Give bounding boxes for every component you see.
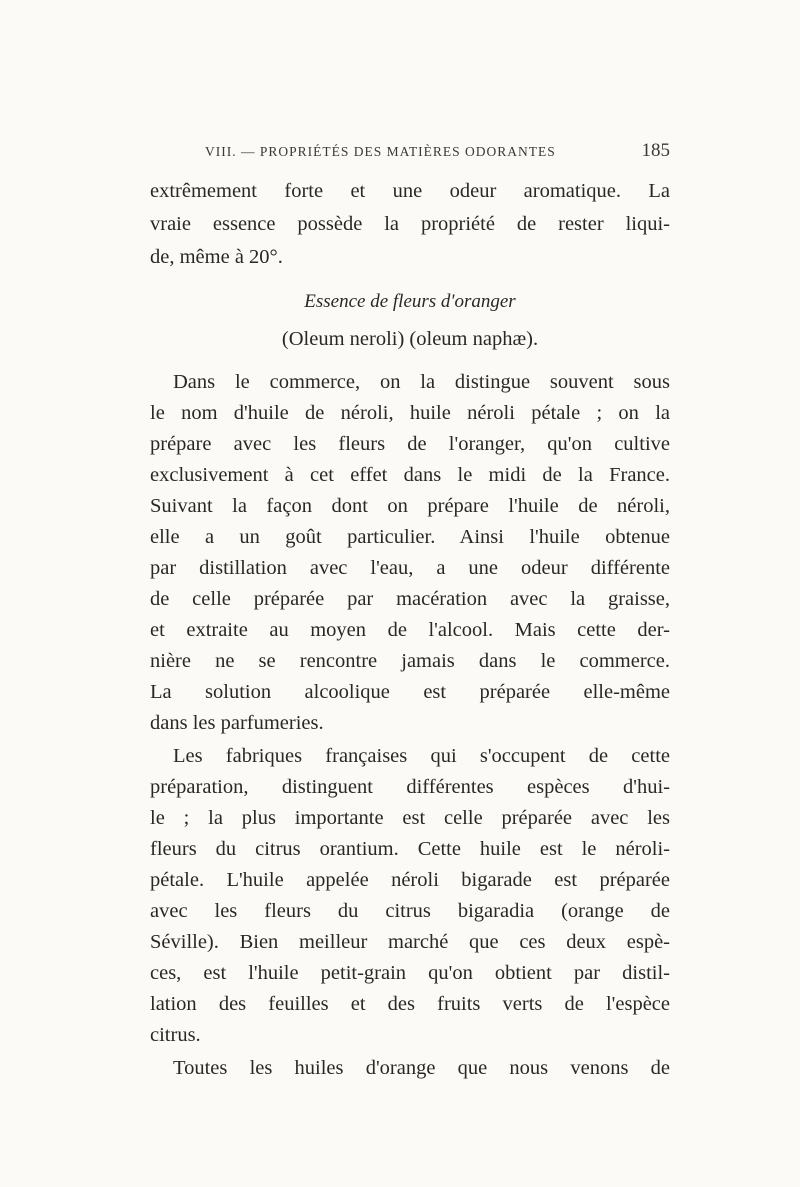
text-line: elle a un goût particulier. Ainsi l'huile obtenue (150, 526, 670, 548)
text-line: pétale. L'huile appelée néroli bigarade est préparée (150, 869, 670, 891)
text-line: avec les fleurs du citrus bigaradia (orange de (150, 900, 670, 922)
text-line: Toutes les huiles d'orange que nous venons de (173, 1057, 670, 1079)
text-line: prépare avec les fleurs de l'oranger, qu'on cultive (150, 433, 670, 455)
running-head-title: VIII. — PROPRIÉTÉS DES MATIÈRES ODORANTES (205, 144, 556, 159)
text-line: Les fabriques françaises qui s'occupent de cette (173, 745, 670, 767)
text-line: dans les parfumeries. (150, 712, 324, 734)
section-title: Essence de fleurs d'oranger (304, 291, 516, 312)
running-head (205, 140, 670, 164)
text-line: ces, est l'huile petit-grain qu'on obtient par distil- (150, 962, 670, 984)
text-line: de, même à 20°. (150, 246, 283, 268)
text-line: par distillation avec l'eau, a une odeur différente (150, 557, 670, 579)
section-latin-names: (Oleum neroli) (oleum naphæ). (281, 328, 539, 350)
text-line: nière ne se rencontre jamais dans le commerce. (150, 650, 670, 672)
text-line: préparation, distinguent différentes espèces d'hui- (150, 776, 670, 798)
text-line: fleurs du citrus orantium. Cette huile est le néroli- (150, 838, 670, 860)
text-line: le ; la plus importante est celle préparée avec les (150, 807, 670, 829)
text-line: Suivant la façon dont on prépare l'huile de néroli, (150, 495, 670, 517)
text-line: extrêmement forte et une odeur aromatique. La (150, 180, 670, 202)
text-line: de celle préparée par macération avec la graisse, (150, 588, 670, 610)
text-line: citrus. (150, 1024, 201, 1046)
text-line: lation des feuilles et des fruits verts de l'espèce (150, 993, 670, 1015)
text-line: et extraite au moyen de l'alcool. Mais cette der- (150, 619, 670, 641)
text-line: le nom d'huile de néroli, huile néroli pétale ; on la (150, 402, 670, 424)
text-line: Séville). Bien meilleur marché que ces deux espè- (150, 931, 670, 953)
page-number: 185 (641, 140, 670, 161)
text-line: vraie essence possède la propriété de rester liqui- (150, 213, 670, 235)
text-line: La solution alcoolique est préparée elle-même (150, 681, 670, 703)
text-line: exclusivement à cet effet dans le midi de la France. (150, 464, 670, 486)
text-line: Dans le commerce, on la distingue souvent sous (173, 371, 670, 393)
